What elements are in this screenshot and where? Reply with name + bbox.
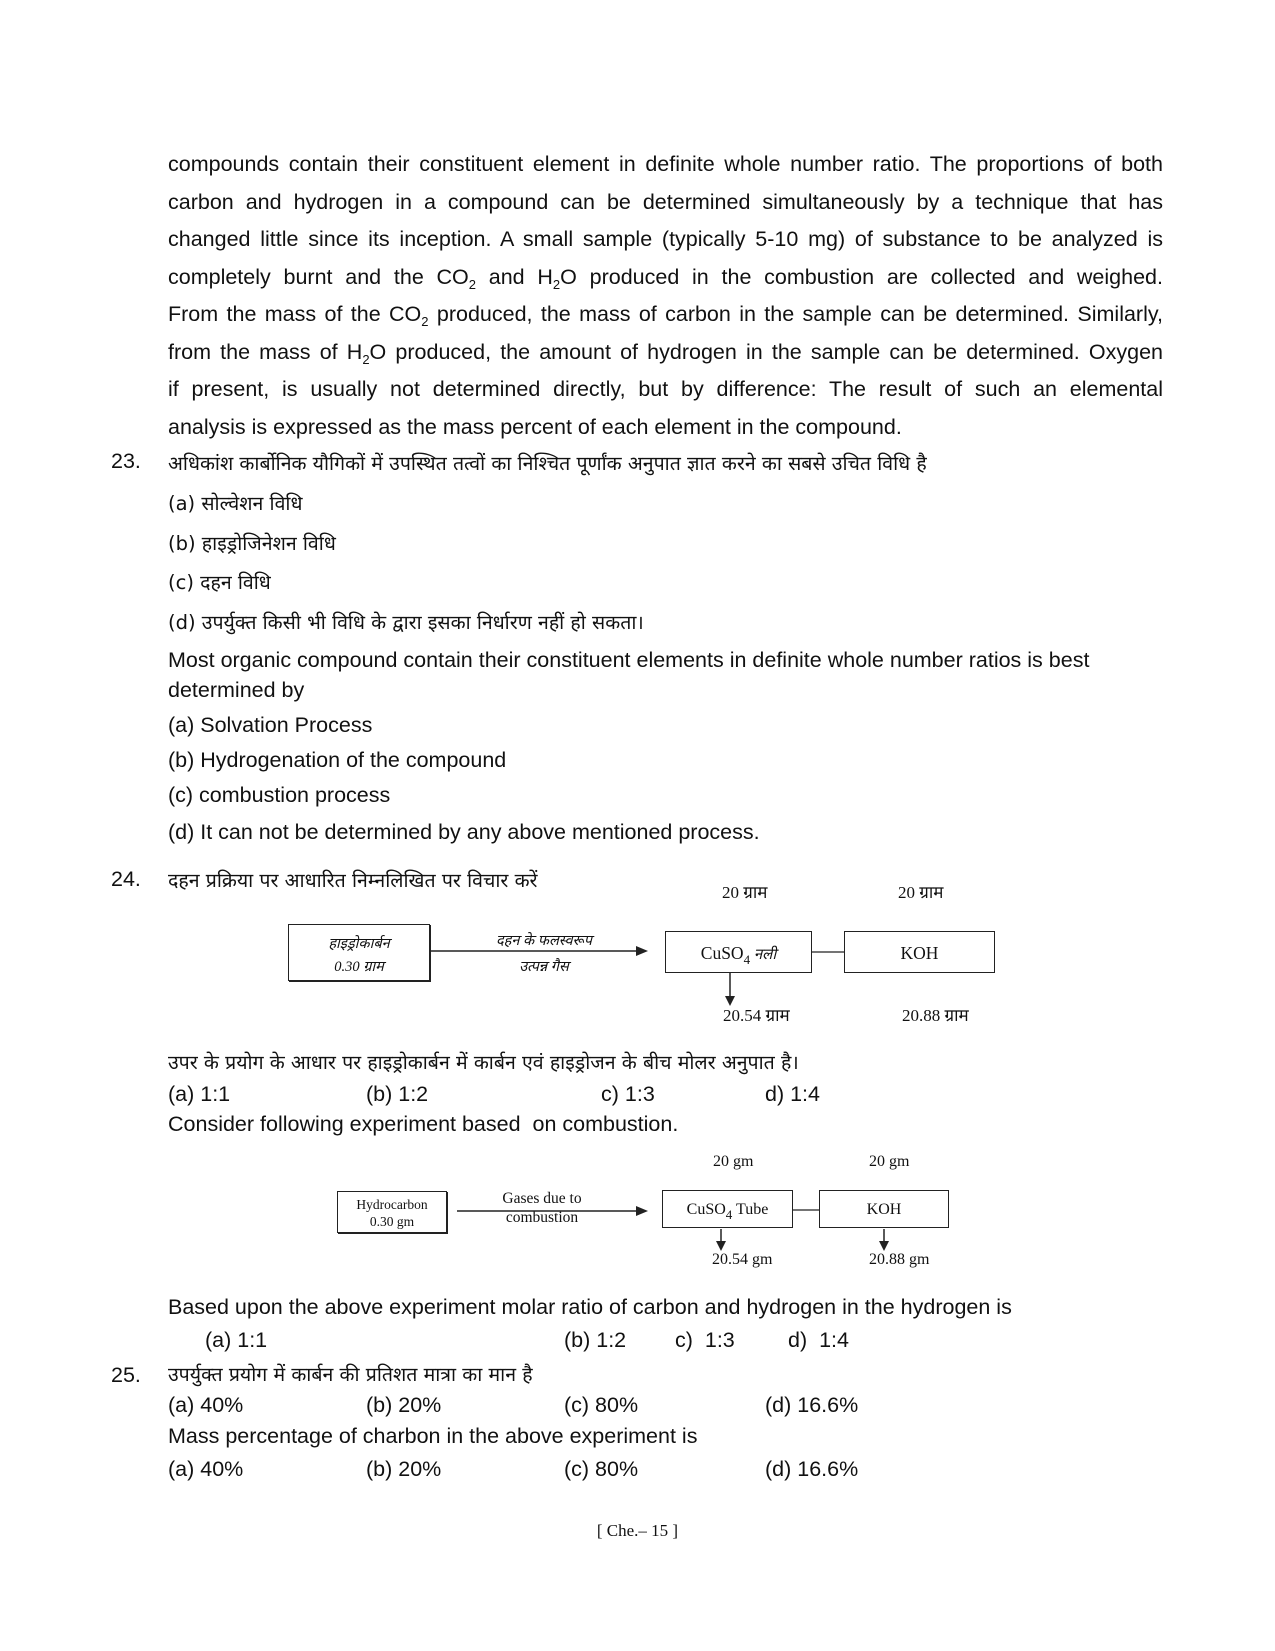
arrow-label-top-en: Gases due to bbox=[502, 1190, 582, 1207]
koh-box-en bbox=[819, 1190, 949, 1228]
q25-hindi-option-c: (c) 80% bbox=[564, 1393, 639, 1417]
q23-english-option-d: (d) It can not be determined by any above mentioned process. bbox=[168, 820, 760, 844]
q25-hindi-option-a: (a) 40% bbox=[168, 1393, 244, 1417]
arrow-label-bottom: उत्पन्न गैस bbox=[519, 959, 569, 975]
q23-english-option-a: (a) Solvation Process bbox=[168, 713, 373, 737]
question-number-23: 23. bbox=[111, 449, 141, 473]
tube-label-en: CuSO$_4$ Tube bbox=[686, 1201, 769, 1222]
q23-english-question: Most organic compound contain their constituent elements in definite whole number ratios is best bbox=[168, 648, 1090, 672]
q24-hindi-question: दहन प्रक्रिया पर आधारित निम्नलिखित पर विचार करें bbox=[168, 869, 538, 892]
q24-hindi-ratio-question: उपर के प्रयोग के आधार पर हाइड्रोकार्बन में कार्बन एवं हाइड्रोजन के बीच मोलर अनुपात है। bbox=[168, 1051, 799, 1074]
koh-label-en: KOH bbox=[866, 1201, 902, 1218]
intro-line: carbon and hydrogen in a compound can be determined simultaneously by a technique that has bbox=[168, 189, 1163, 214]
q24-english-intro: Consider following experiment based on combustion. bbox=[168, 1112, 679, 1136]
q23-english-option-b: (b) Hydrogenation of the compound bbox=[168, 748, 507, 772]
q25-english-question: Mass percentage of charbon in the above experiment is bbox=[168, 1424, 698, 1448]
q25-english-option-d: (d) 16.6% bbox=[765, 1457, 859, 1481]
q23-hindi-option-d: (d) उपर्युक्त किसी भी विधि के द्वारा इसका निर्धारण नहीं हो सकता। bbox=[168, 611, 644, 634]
sample-name: हाइड्रोकार्बन bbox=[328, 936, 390, 952]
q25-hindi-option-d: (d) 16.6% bbox=[765, 1393, 859, 1417]
q24-hindi-option-c: c) 1:3 bbox=[601, 1082, 655, 1106]
q24-english-option-c: c) 1:3 bbox=[675, 1328, 735, 1352]
sample-mass: 0.30 ग्राम bbox=[334, 959, 384, 975]
q24-english-option-b: (b) 1:2 bbox=[564, 1328, 627, 1352]
q24-english-option-a: (a) 1:1 bbox=[205, 1328, 268, 1352]
q23-english-option-c: (c) combustion process bbox=[168, 783, 391, 807]
q25-hindi-question: उपर्युक्त प्रयोग में कार्बन की प्रतिशत मात्रा का मान है bbox=[168, 1363, 533, 1386]
arrow-head-icon bbox=[716, 1241, 726, 1251]
q25-hindi-option-b: (b) 20% bbox=[366, 1393, 442, 1417]
arrow-label-bottom-en: combustion bbox=[505, 1209, 579, 1226]
koh-label: KOH bbox=[900, 943, 939, 963]
q23-hindi-option-b: (b) हाइड्रोजिनेशन विधि bbox=[168, 532, 336, 555]
q23-hindi-option-a: (a) सोल्वेशन विधि bbox=[168, 492, 303, 515]
q24-hindi-option-a: (a) 1:1 bbox=[168, 1082, 231, 1106]
tube-label: CuSO$_4$ नली bbox=[700, 943, 777, 967]
tube-initial-mass: 20 ग्राम bbox=[722, 883, 768, 902]
q24-english-question: Based upon the above experiment molar ratio of carbon and hydrogen in the hydrogen is bbox=[168, 1295, 1012, 1319]
page-footer: [ Che.– 15 ] bbox=[596, 1521, 679, 1540]
intro-line: from the mass of $H_2O$ produced, the amount of hydrogen in the sample can be determined. Oxygen bbox=[168, 339, 1163, 367]
tube-initial-mass-en: 20 gm bbox=[713, 1153, 754, 1170]
question-number-24: 24. bbox=[111, 867, 141, 891]
koh-initial-mass-en: 20 gm bbox=[869, 1153, 910, 1170]
arrow-head-icon bbox=[636, 1206, 648, 1216]
q23-hindi-question: अधिकांश कार्बोनिक यौगिकों में उपस्थित तत्वों का निश्चित पूर्णांक अनुपात ज्ञात करने का सबसे उचित विधि है bbox=[168, 452, 927, 475]
intro-line: analysis is expressed as the mass percent of each element in the compound. bbox=[168, 414, 902, 439]
tube-final-mass: 20.54 ग्राम bbox=[723, 1006, 790, 1025]
koh-final-mass: 20.88 ग्राम bbox=[902, 1006, 969, 1025]
intro-line: compounds contain their constituent element in definite whole number ratio. The proportions of both bbox=[168, 152, 1163, 176]
question-number-25: 25. bbox=[111, 1363, 141, 1387]
tube-final-mass-en: 20.54 gm bbox=[712, 1251, 773, 1268]
intro-line: changed little since its inception. A small sample (typically 5-10 mg) of substance to be analyzed is bbox=[168, 227, 1163, 251]
koh-initial-mass: 20 ग्राम bbox=[898, 883, 944, 902]
arrow-label-top: दहन के फलस्वरूप bbox=[495, 933, 593, 949]
cuso4-tube-box-en bbox=[662, 1190, 793, 1228]
intro-line: From the mass of the $CO_2$ produced, the mass of carbon in the sample can be determined. Similarly, bbox=[168, 302, 1163, 329]
intro-line: completely burnt and the $CO_2$ and $H_2O$ produced in the combustion are collected and weighed. bbox=[168, 264, 1163, 292]
q25-english-option-c: (c) 80% bbox=[564, 1457, 639, 1481]
arrow-head-icon bbox=[879, 1241, 889, 1251]
q24-english-option-d: d) 1:4 bbox=[788, 1328, 849, 1352]
q25-english-option-a: (a) 40% bbox=[168, 1457, 244, 1481]
sample-mass-en: 0.30 gm bbox=[369, 1214, 415, 1229]
intro-line: if present, is usually not determined directly, but by difference: The result of such an elemental bbox=[168, 377, 1163, 401]
q24-hindi-option-d: d) 1:4 bbox=[765, 1082, 820, 1106]
koh-final-mass-en: 20.88 gm bbox=[869, 1251, 930, 1268]
q23-hindi-option-c: (c) दहन विधि bbox=[168, 571, 271, 594]
q25-english-option-b: (b) 20% bbox=[366, 1457, 442, 1481]
q23-english-question-cont: determined by bbox=[168, 678, 305, 702]
sample-name-en: Hydrocarbon bbox=[356, 1197, 428, 1212]
q24-hindi-option-b: (b) 1:2 bbox=[366, 1082, 429, 1106]
